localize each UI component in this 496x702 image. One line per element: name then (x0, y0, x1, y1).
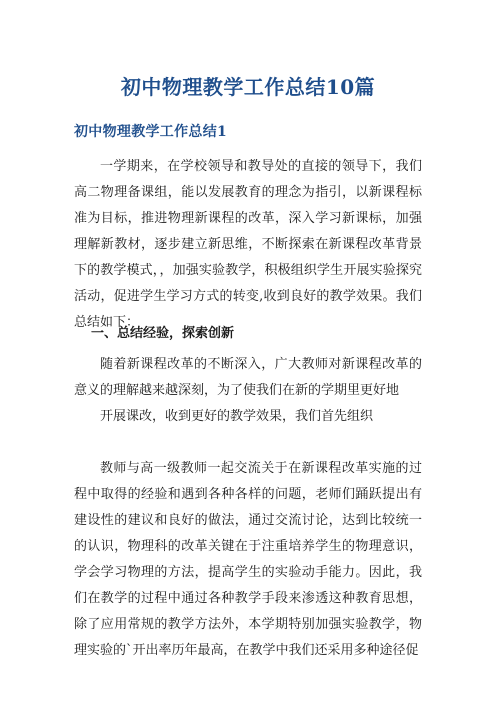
paragraph-exchange: 教师与高一级教师一起交流关于在新课程改革实施的过程中取得的经验和遇到各种各样的问题，老师们踊跃提出有建设性的建议和良好的做法，通过交流讨论，达到比较统一的认识，物理科的改革关键在于注重培养学生的物理意识，学会学习物理的方法，提高学生的实验动手能力。因此，我们在教学的过程中通过各种教学手段来渗透这种教育思想，除了应用常规的教学方法外，本学期特别加强实验教学，物理实验的`开出率历年最高，在教学中我们还采用多种途径促 (74, 461, 422, 658)
document-title: 初中物理教学工作总结10篇 (120, 75, 376, 99)
paragraph-intro: 一学期来，在学校领导和教导处的直接的领导下，我们高二物理备课组，能以发展教育的理念为指引，以新课程标准为目标，推进物理新课程的改革，深入学习新课标，加强理解新教材，逐步建立新思维，不断探索在新课程改革背景下的教学模式，，加强实验教学，积极组织学生开展实验探究活动，促进学生学习方式的转变,收到良好的教学效果。我们总结如下： (74, 159, 422, 330)
subheading-summary: 一、总结经验，探索创新 (91, 326, 235, 341)
paragraph-organize: 开展课改，收到更好的教学效果，我们首先组织 (100, 409, 374, 424)
paragraph-reform: 随着新课程改革的不断深入，广大教师对新课程改革的意义的理解越来越深刻，为了使我们在新的学期里更好地 (74, 357, 422, 398)
section-heading: 初中物理教学工作总结1 (74, 124, 228, 140)
